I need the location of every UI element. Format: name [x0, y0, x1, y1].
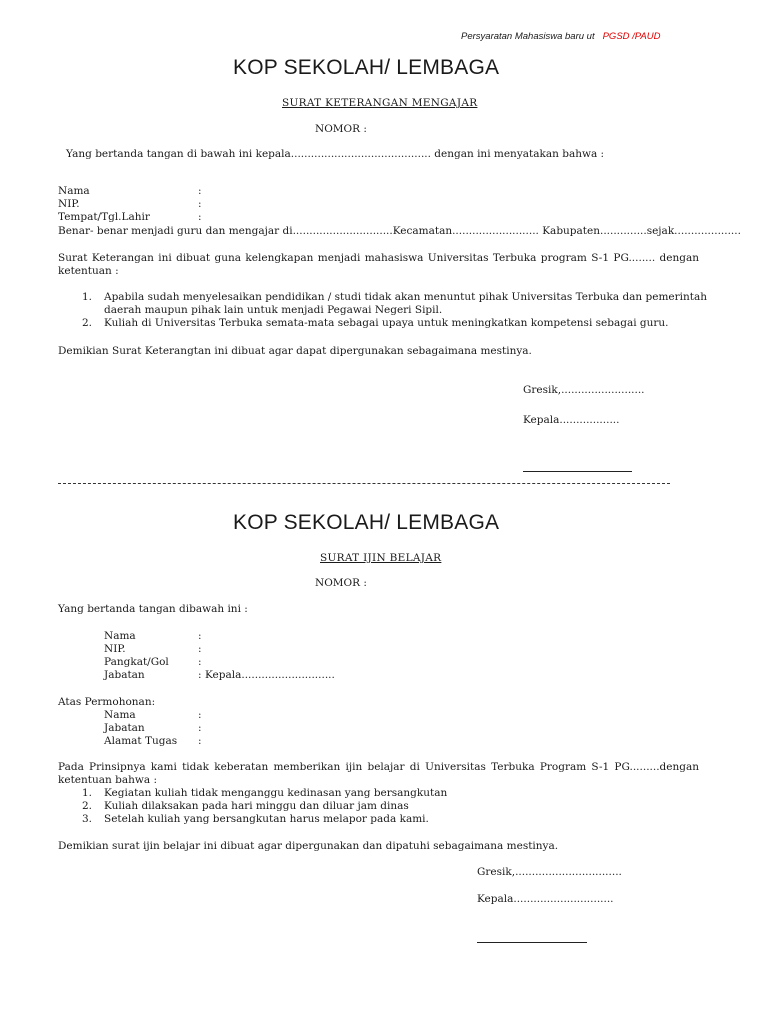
field-colon: :: [198, 722, 202, 734]
field-colon: :: [198, 198, 202, 210]
signature-place-1: Gresik,.........................: [523, 384, 645, 396]
list-item: [82, 813, 702, 826]
letterhead-placeholder-1: KOP SEKOLAH/ LEMBAGA: [233, 56, 500, 79]
list-item: [82, 291, 708, 304]
field-label: Tempat/Tgl.Lahir: [58, 211, 150, 223]
signature-line-2: [477, 942, 587, 943]
list-item: [82, 800, 702, 813]
signature-place-2: Gresik,................................: [477, 866, 622, 878]
nomor-label-2: NOMOR :: [315, 577, 367, 589]
purpose-paragraph-line2: ketentuan :: [58, 265, 119, 277]
field-colon: :: [198, 669, 202, 681]
intro-line-2: Yang bertanda tangan dibawah ini :: [58, 603, 248, 615]
list-number: 2.: [82, 317, 93, 329]
list-number: 3.: [82, 813, 93, 825]
header-note-text: Persyaratan Mahasiswa baru ut: [461, 31, 595, 42]
list-text: daerah maupun pihak lain untuk menjadi Pegawai Negeri Sipil.: [104, 304, 443, 316]
field-label: Nama: [104, 630, 136, 642]
signature-line-1: [523, 471, 632, 472]
field-label: Alamat Tugas: [104, 735, 178, 747]
field-colon: :: [198, 656, 202, 668]
nomor-label-1: NOMOR :: [315, 123, 367, 135]
header-note: [461, 31, 660, 42]
list-text: Apabila sudah menyelesaikan pendidikan / studi tidak akan menuntut pihak Universitas Terbuka dan pemerintah: [104, 291, 708, 303]
list-text: Kuliah di Universitas Terbuka semata-mata sebagai upaya untuk meningkatkan kompetensi sebagai guru.: [104, 317, 669, 329]
field-label: Nama: [58, 185, 90, 197]
list-item-continuation: [82, 304, 702, 317]
applicant-heading: Atas Permohonan:: [58, 696, 156, 708]
field-label: NIP.: [58, 198, 80, 210]
list-text: Kegiatan kuliah tidak menganggu kedinasan yang bersangkutan: [104, 787, 448, 799]
intro-line-1: Yang bertanda tangan di bawah ini kepala.......................................... dengan ini menyatakan bahwa :: [66, 148, 605, 160]
cut-line-divider: [58, 483, 670, 484]
letterhead-placeholder-2: KOP SEKOLAH/ LEMBAGA: [233, 511, 500, 534]
list-number: 1.: [82, 291, 93, 303]
permission-paragraph-line2: ketentuan bahwa :: [58, 774, 157, 786]
permission-paragraph-line1: Pada Prinsipnya kami tidak keberatan memberikan ijin belajar di Universitas Terbuka Program S-1 PG.........dengan: [58, 761, 699, 773]
closing-statement-2: Demikian surat ijin belajar ini dibuat agar dipergunakan dan dipatuhi sebagaimana mestinya.: [58, 840, 559, 852]
field-label: Jabatan: [104, 669, 145, 681]
field-label: Nama: [104, 709, 136, 721]
signature-title-2: Kepala..............................: [477, 893, 614, 905]
field-label: Pangkat/Gol: [104, 656, 169, 668]
field-label: Jabatan: [104, 722, 145, 734]
field-colon: :: [198, 630, 202, 642]
field-label: NIP.: [104, 643, 126, 655]
conditions-list-2: [82, 787, 702, 826]
field-colon: :: [198, 185, 202, 197]
conditions-list-1: [82, 291, 708, 330]
signature-title-1: Kepala..................: [523, 414, 620, 426]
purpose-paragraph-line1: Surat Keterangan ini dibuat guna kelengkapan menjadi mahasiswa Universitas Terbuka program S-1 PG........ dengan: [58, 252, 699, 264]
field-colon: :: [198, 643, 202, 655]
letter-title-1: SURAT KETERANGAN MENGAJAR: [282, 97, 478, 109]
teaching-statement: Benar- benar menjadi guru dan mengajar di..............................Kecamatan.......................... Kabupaten..............sejak....................: [58, 225, 741, 237]
list-number: 1.: [82, 787, 93, 799]
field-colon: :: [198, 735, 202, 747]
field-colon: :: [198, 709, 202, 721]
list-item: [82, 787, 702, 800]
list-text: Setelah kuliah yang bersangkutan harus melapor pada kami.: [104, 813, 429, 825]
list-number: 2.: [82, 800, 93, 812]
header-program: PGSD /PAUD: [602, 31, 661, 42]
closing-statement-1: Demikian Surat Keterangtan ini dibuat agar dapat dipergunakan sebagaimana mestinya.: [58, 345, 532, 357]
field-colon: :: [198, 211, 202, 223]
field-value: Kepala............................: [205, 669, 335, 681]
list-text: Kuliah dilaksakan pada hari minggu dan diluar jam dinas: [104, 800, 409, 812]
letter-title-2: SURAT IJIN BELAJAR: [320, 552, 442, 564]
list-item: [82, 317, 702, 330]
